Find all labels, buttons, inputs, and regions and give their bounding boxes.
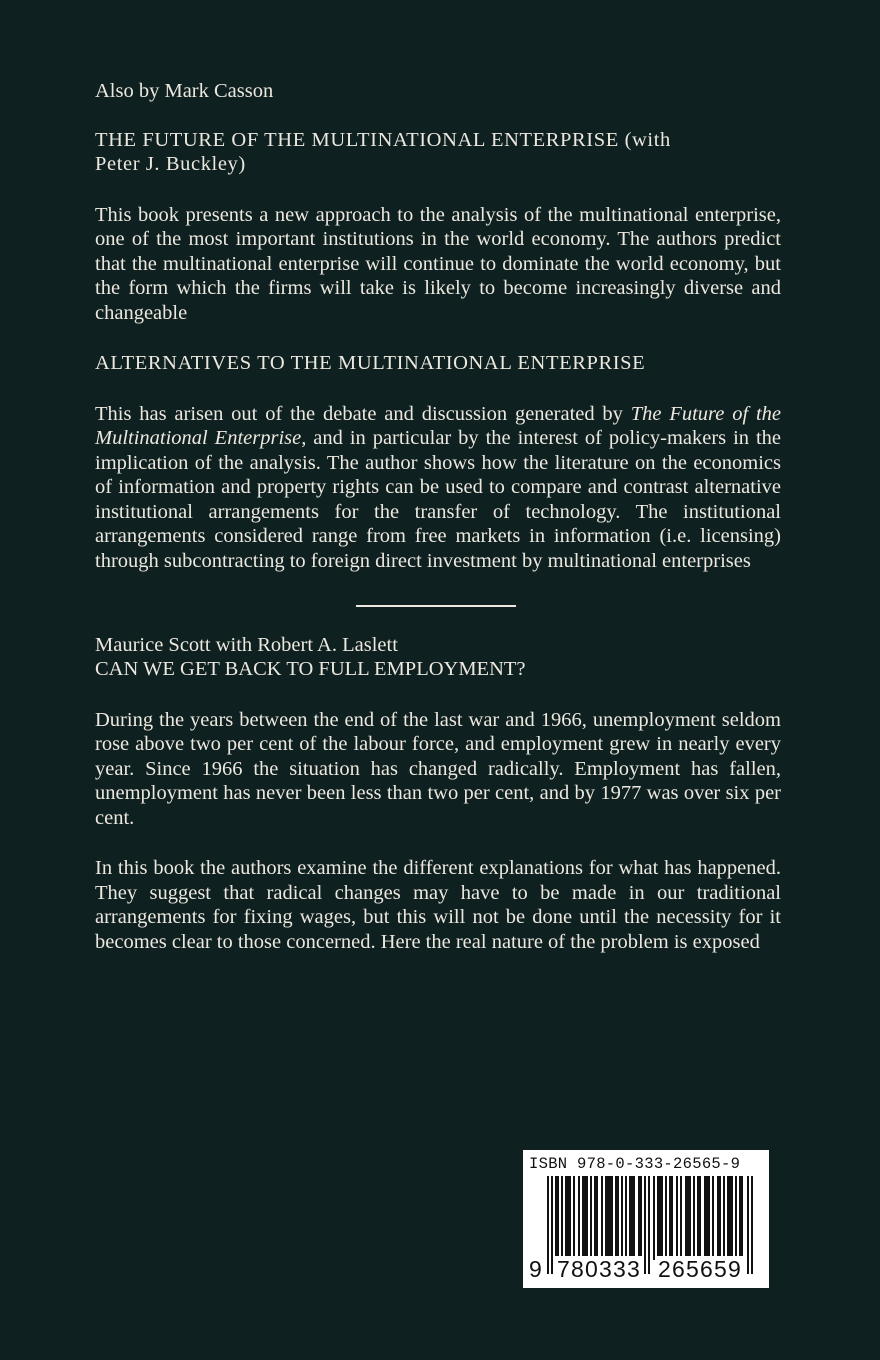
back-cover-text [95, 79, 781, 954]
barcode-digit-first: 9 [529, 1256, 542, 1282]
book2-desc-before: This has arisen out of the debate and discussion generated by [95, 402, 631, 425]
book2-desc-after: and in particular by the interest of policy-makers in the implication of the analysis. The author shows how the literature on the economics of information and property rights can be used to compare and contrast alternative institutional arrangements for the transfer of technology. The institutional arrangements considered range from free markets in information (i.e. licensing) through subcontracting to foreign direct investment by multinational enterprises [95, 427, 782, 572]
book1-description: This book presents a new approach to the analysis of the multinational enterprise, one of the most important institutions in the world economy. The authors predict that the multinational enterprise will continue to dominate the world economy, but the form which the firms will take is likely to become increasingly diverse and changeable [95, 203, 781, 324]
book3-paragraph-2: In this book the authors examine the different explanations for what has happened. They suggest that radical changes may have to be made in our traditional arrangements for fixing wages, but this will not be done until the necessity for it becomes clear to those concerned. Here the real nature of the problem is exposed [95, 857, 781, 953]
barcode-digits [523, 1248, 769, 1288]
book3-authors: Maurice Scott with Robert A. Laslett [95, 633, 398, 656]
book1-coauthor-rest: Peter J. Buckley) [95, 153, 246, 175]
book1-title: THE FUTURE OF THE MULTINATIONAL ENTERPRISE [95, 128, 619, 151]
book3-title: CAN WE GET BACK TO FULL EMPLOYMENT? [95, 658, 526, 680]
book2-desc-italic-title: The Future of the Multinational Enterprise, [95, 402, 782, 449]
barcode-digits-left: 780333 [557, 1256, 641, 1282]
book1-heading [95, 128, 781, 177]
section-divider [356, 605, 516, 607]
book1-coauthor-open: (with [618, 128, 671, 151]
barcode-digits-right: 265659 [658, 1256, 742, 1282]
book3-paragraph-1: During the years between the end of the last war and 1966, unemployment seldom rose above two per cent of the labour force, and employment grew in nearly every year. Since 1966 the situation has changed radically. Employment has fallen, unemployment has never been less than two per cent, and by 1977 was over six per cent. [95, 708, 781, 829]
book2-title: ALTERNATIVES TO THE MULTINATIONAL ENTERPRISE [95, 352, 646, 374]
isbn-barcode [523, 1150, 769, 1288]
also-by-line: Also by Mark Casson [95, 80, 274, 102]
book2-description [95, 402, 781, 574]
isbn-label: ISBN 978-0-333-26565-9 [529, 1155, 741, 1173]
